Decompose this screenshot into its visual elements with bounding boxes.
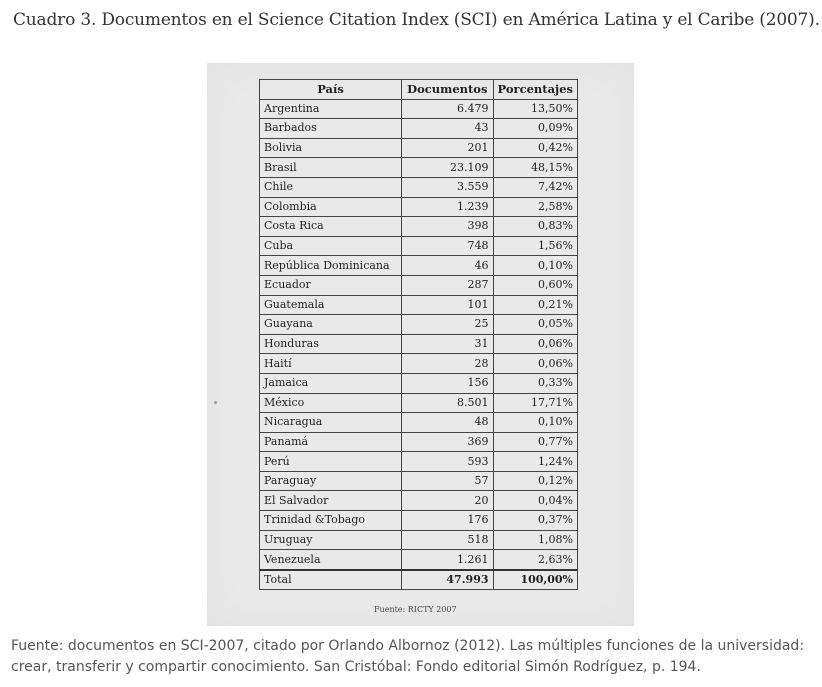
cell-porcentajes: 0,12% [493, 471, 577, 491]
cell-documentos: 1.239 [402, 197, 493, 217]
header-pais: País [260, 80, 402, 100]
table-row [260, 334, 578, 354]
cell-porcentajes: 1,24% [493, 452, 577, 472]
documents-table [259, 79, 578, 590]
cell-porcentajes: 7,42% [493, 177, 577, 197]
cell-documentos: 101 [402, 295, 493, 315]
table-row [260, 530, 578, 550]
total-documentos: 47.993 [402, 570, 493, 590]
total-porcentajes: 100,00% [493, 570, 577, 590]
cell-pais: Perú [260, 452, 402, 472]
cell-porcentajes: 0,77% [493, 432, 577, 452]
table-header-row [260, 80, 578, 100]
table-row [260, 373, 578, 393]
table-row [260, 158, 578, 178]
cell-pais: Guayana [260, 315, 402, 335]
cell-documentos: 369 [402, 432, 493, 452]
cell-porcentajes: 17,71% [493, 393, 577, 413]
cell-pais: México [260, 393, 402, 413]
cell-porcentajes: 0,06% [493, 354, 577, 374]
table-row [260, 275, 578, 295]
cell-porcentajes: 0,21% [493, 295, 577, 315]
cell-porcentajes: 0,10% [493, 256, 577, 276]
cell-pais: Jamaica [260, 373, 402, 393]
cell-pais: Honduras [260, 334, 402, 354]
total-label: Total [260, 570, 402, 590]
cell-documentos: 748 [402, 236, 493, 256]
cell-porcentajes: 0,37% [493, 511, 577, 531]
table-row [260, 315, 578, 335]
table-row [260, 491, 578, 511]
cell-pais: Cuba [260, 236, 402, 256]
cell-documentos: 3.559 [402, 177, 493, 197]
table-row [260, 393, 578, 413]
header-documentos: Documentos [402, 80, 493, 100]
figure-caption: Cuadro 3. Documentos en el Science Citation Index (SCI) en América Latina y el Caribe (2007). [13, 10, 820, 30]
table-row [260, 119, 578, 139]
cell-pais: Trinidad &Tobago [260, 511, 402, 531]
cell-pais: Paraguay [260, 471, 402, 491]
cell-porcentajes: 0,06% [493, 334, 577, 354]
cell-documentos: 518 [402, 530, 493, 550]
scan-speck [214, 401, 217, 404]
cell-pais: Ecuador [260, 275, 402, 295]
table-row [260, 432, 578, 452]
cell-pais: Colombia [260, 197, 402, 217]
cell-documentos: 57 [402, 471, 493, 491]
cell-documentos: 8.501 [402, 393, 493, 413]
cell-porcentajes: 48,15% [493, 158, 577, 178]
table-row [260, 197, 578, 217]
cell-pais: Brasil [260, 158, 402, 178]
cell-documentos: 20 [402, 491, 493, 511]
table-row [260, 177, 578, 197]
cell-pais: Nicaragua [260, 413, 402, 433]
cell-pais: Haití [260, 354, 402, 374]
scanned-table-image [207, 63, 634, 626]
cell-documentos: 201 [402, 138, 493, 158]
cell-porcentajes: 0,83% [493, 217, 577, 237]
cell-porcentajes: 0,05% [493, 315, 577, 335]
table-row [260, 217, 578, 237]
cell-documentos: 398 [402, 217, 493, 237]
cell-porcentajes: 0,42% [493, 138, 577, 158]
cell-documentos: 23.109 [402, 158, 493, 178]
table-row [260, 471, 578, 491]
cell-documentos: 48 [402, 413, 493, 433]
cell-documentos: 6.479 [402, 99, 493, 119]
cell-documentos: 31 [402, 334, 493, 354]
cell-pais: El Salvador [260, 491, 402, 511]
table-row [260, 236, 578, 256]
cell-documentos: 28 [402, 354, 493, 374]
cell-documentos: 287 [402, 275, 493, 295]
cell-porcentajes: 2,58% [493, 197, 577, 217]
cell-documentos: 1.261 [402, 550, 493, 570]
cell-porcentajes: 1,56% [493, 236, 577, 256]
cell-documentos: 176 [402, 511, 493, 531]
table-total-row [260, 570, 578, 590]
cell-pais: Uruguay [260, 530, 402, 550]
table-row [260, 295, 578, 315]
table-row [260, 452, 578, 472]
cell-porcentajes: 0,09% [493, 119, 577, 139]
cell-porcentajes: 0,60% [493, 275, 577, 295]
cell-porcentajes: 1,08% [493, 530, 577, 550]
table-body [260, 99, 578, 590]
table-row [260, 550, 578, 570]
cell-pais: Argentina [260, 99, 402, 119]
cell-pais: Bolivia [260, 138, 402, 158]
cell-documentos: 593 [402, 452, 493, 472]
cell-pais: Panamá [260, 432, 402, 452]
cell-porcentajes: 13,50% [493, 99, 577, 119]
cell-pais: Costa Rica [260, 217, 402, 237]
cell-porcentajes: 0,04% [493, 491, 577, 511]
cell-pais: Barbados [260, 119, 402, 139]
table-row [260, 413, 578, 433]
table-row [260, 511, 578, 531]
cell-documentos: 43 [402, 119, 493, 139]
table-row [260, 99, 578, 119]
cell-documentos: 25 [402, 315, 493, 335]
table-row [260, 256, 578, 276]
cell-porcentajes: 0,10% [493, 413, 577, 433]
cell-documentos: 46 [402, 256, 493, 276]
cell-pais: Venezuela [260, 550, 402, 570]
cell-pais: Chile [260, 177, 402, 197]
cell-pais: Guatemala [260, 295, 402, 315]
cell-documentos: 156 [402, 373, 493, 393]
header-porcentajes: Porcentajes [493, 80, 577, 100]
table-row [260, 138, 578, 158]
cell-porcentajes: 2,63% [493, 550, 577, 570]
figure-footnote: Fuente: documentos en SCI-2007, citado por Orlando Albornoz (2012). Las múltiples funciones de la universidad: crear, transferir y compartir conocimiento. San Cristóbal: Fondo editorial Simón Rodríguez, p. 194. [11, 638, 805, 675]
table-source: Fuente: RICTY 2007 [374, 605, 457, 614]
cell-porcentajes: 0,33% [493, 373, 577, 393]
cell-pais: República Dominicana [260, 256, 402, 276]
table-row [260, 354, 578, 374]
